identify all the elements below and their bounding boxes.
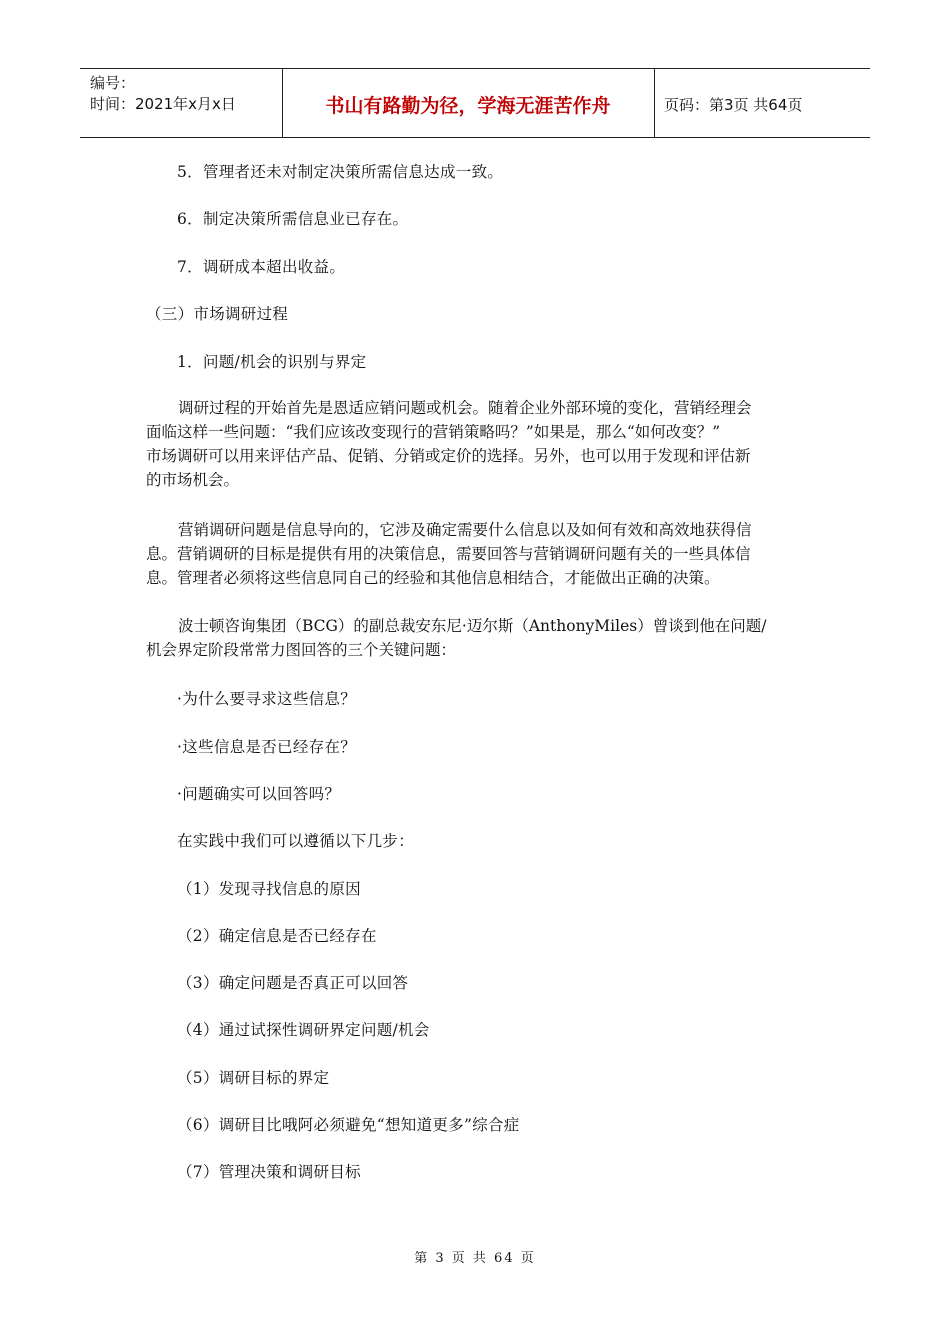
list-item-5: 5．管理者还未对制定决策所需信息达成一致。 [177,163,504,181]
step-item: （3）确定问题是否真正可以回答 [177,974,409,992]
document-header [80,68,870,138]
paragraph-line: 息。营销调研的目标是提供有用的决策信息，需要回答与营销调研问题有关的一些具体信 [146,545,751,563]
section-heading: （三）市场调研过程 [146,305,289,323]
paragraph-line: 调研过程的开始首先是恩适应销问题或机会。随着企业外部环境的变化，营销经理会 [178,399,752,417]
paragraph-line: 的市场机会。 [146,471,240,489]
paragraph-3 [146,614,806,662]
paragraph-line: 波士顿咨询集团（BCG）的副总裁安东尼·迈尔斯（AnthonyMiles）曾谈到他在问题/ [178,617,767,635]
question-1: ·为什么要寻求这些信息？ [177,690,357,708]
paragraph-line: 市场调研可以用来评估产品、促销、分销或定价的选择。另外，也可以用于发现和评估新 [146,447,751,465]
paragraph-line: 息。管理者必须将这些信息同自己的经验和其他信息相结合，才能做出正确的决策。 [146,569,720,587]
page-footer: 第 3 页 共 64 页 [414,1251,536,1266]
step-item: （1）发现寻找信息的原因 [177,880,361,898]
paragraph-1 [146,396,806,492]
header-page-label: 页码：第3页 共64页 [664,96,803,114]
header-divider [654,69,655,137]
paragraph-line: 营销调研问题是信息导向的，它涉及确定需要什么信息以及如何有效和高效地获得信 [178,521,752,539]
paragraph-2 [146,518,806,590]
step-item: （2）确定信息是否已经存在 [177,927,377,945]
step-item: （6）调研目比哦阿必须避免“想知道更多”综合症 [177,1116,520,1134]
list-item-7: 7．调研成本超出收益。 [177,258,346,276]
question-3: ·问题确实可以回答吗？ [177,785,341,803]
question-2: ·这些信息是否已经存在？ [177,738,357,756]
step-item: （7）管理决策和调研目标 [177,1163,361,1181]
header-motto: 书山有路勤为径，学海无涯苦作舟 [325,95,611,117]
header-time-label: 时间：2021年x月x日 [90,95,236,113]
header-number-label: 编号： [90,74,136,92]
subsection-heading: 1．问题/机会的识别与界定 [177,353,367,371]
step-item: （5）调研目标的界定 [177,1069,330,1087]
step-item: （4）通过试探性调研界定问题/机会 [177,1021,430,1039]
steps-intro: 在实践中我们可以遵循以下几步： [177,832,415,850]
paragraph-line: 机会界定阶段常常力图回答的三个关键问题： [146,641,457,659]
list-item-6: 6．制定决策所需信息业已存在。 [177,210,409,228]
header-meta [90,73,236,115]
paragraph-line: 面临这样一些问题：“我们应该改变现行的营销策略吗？”如果是，那么“如何改变？” [146,423,721,441]
